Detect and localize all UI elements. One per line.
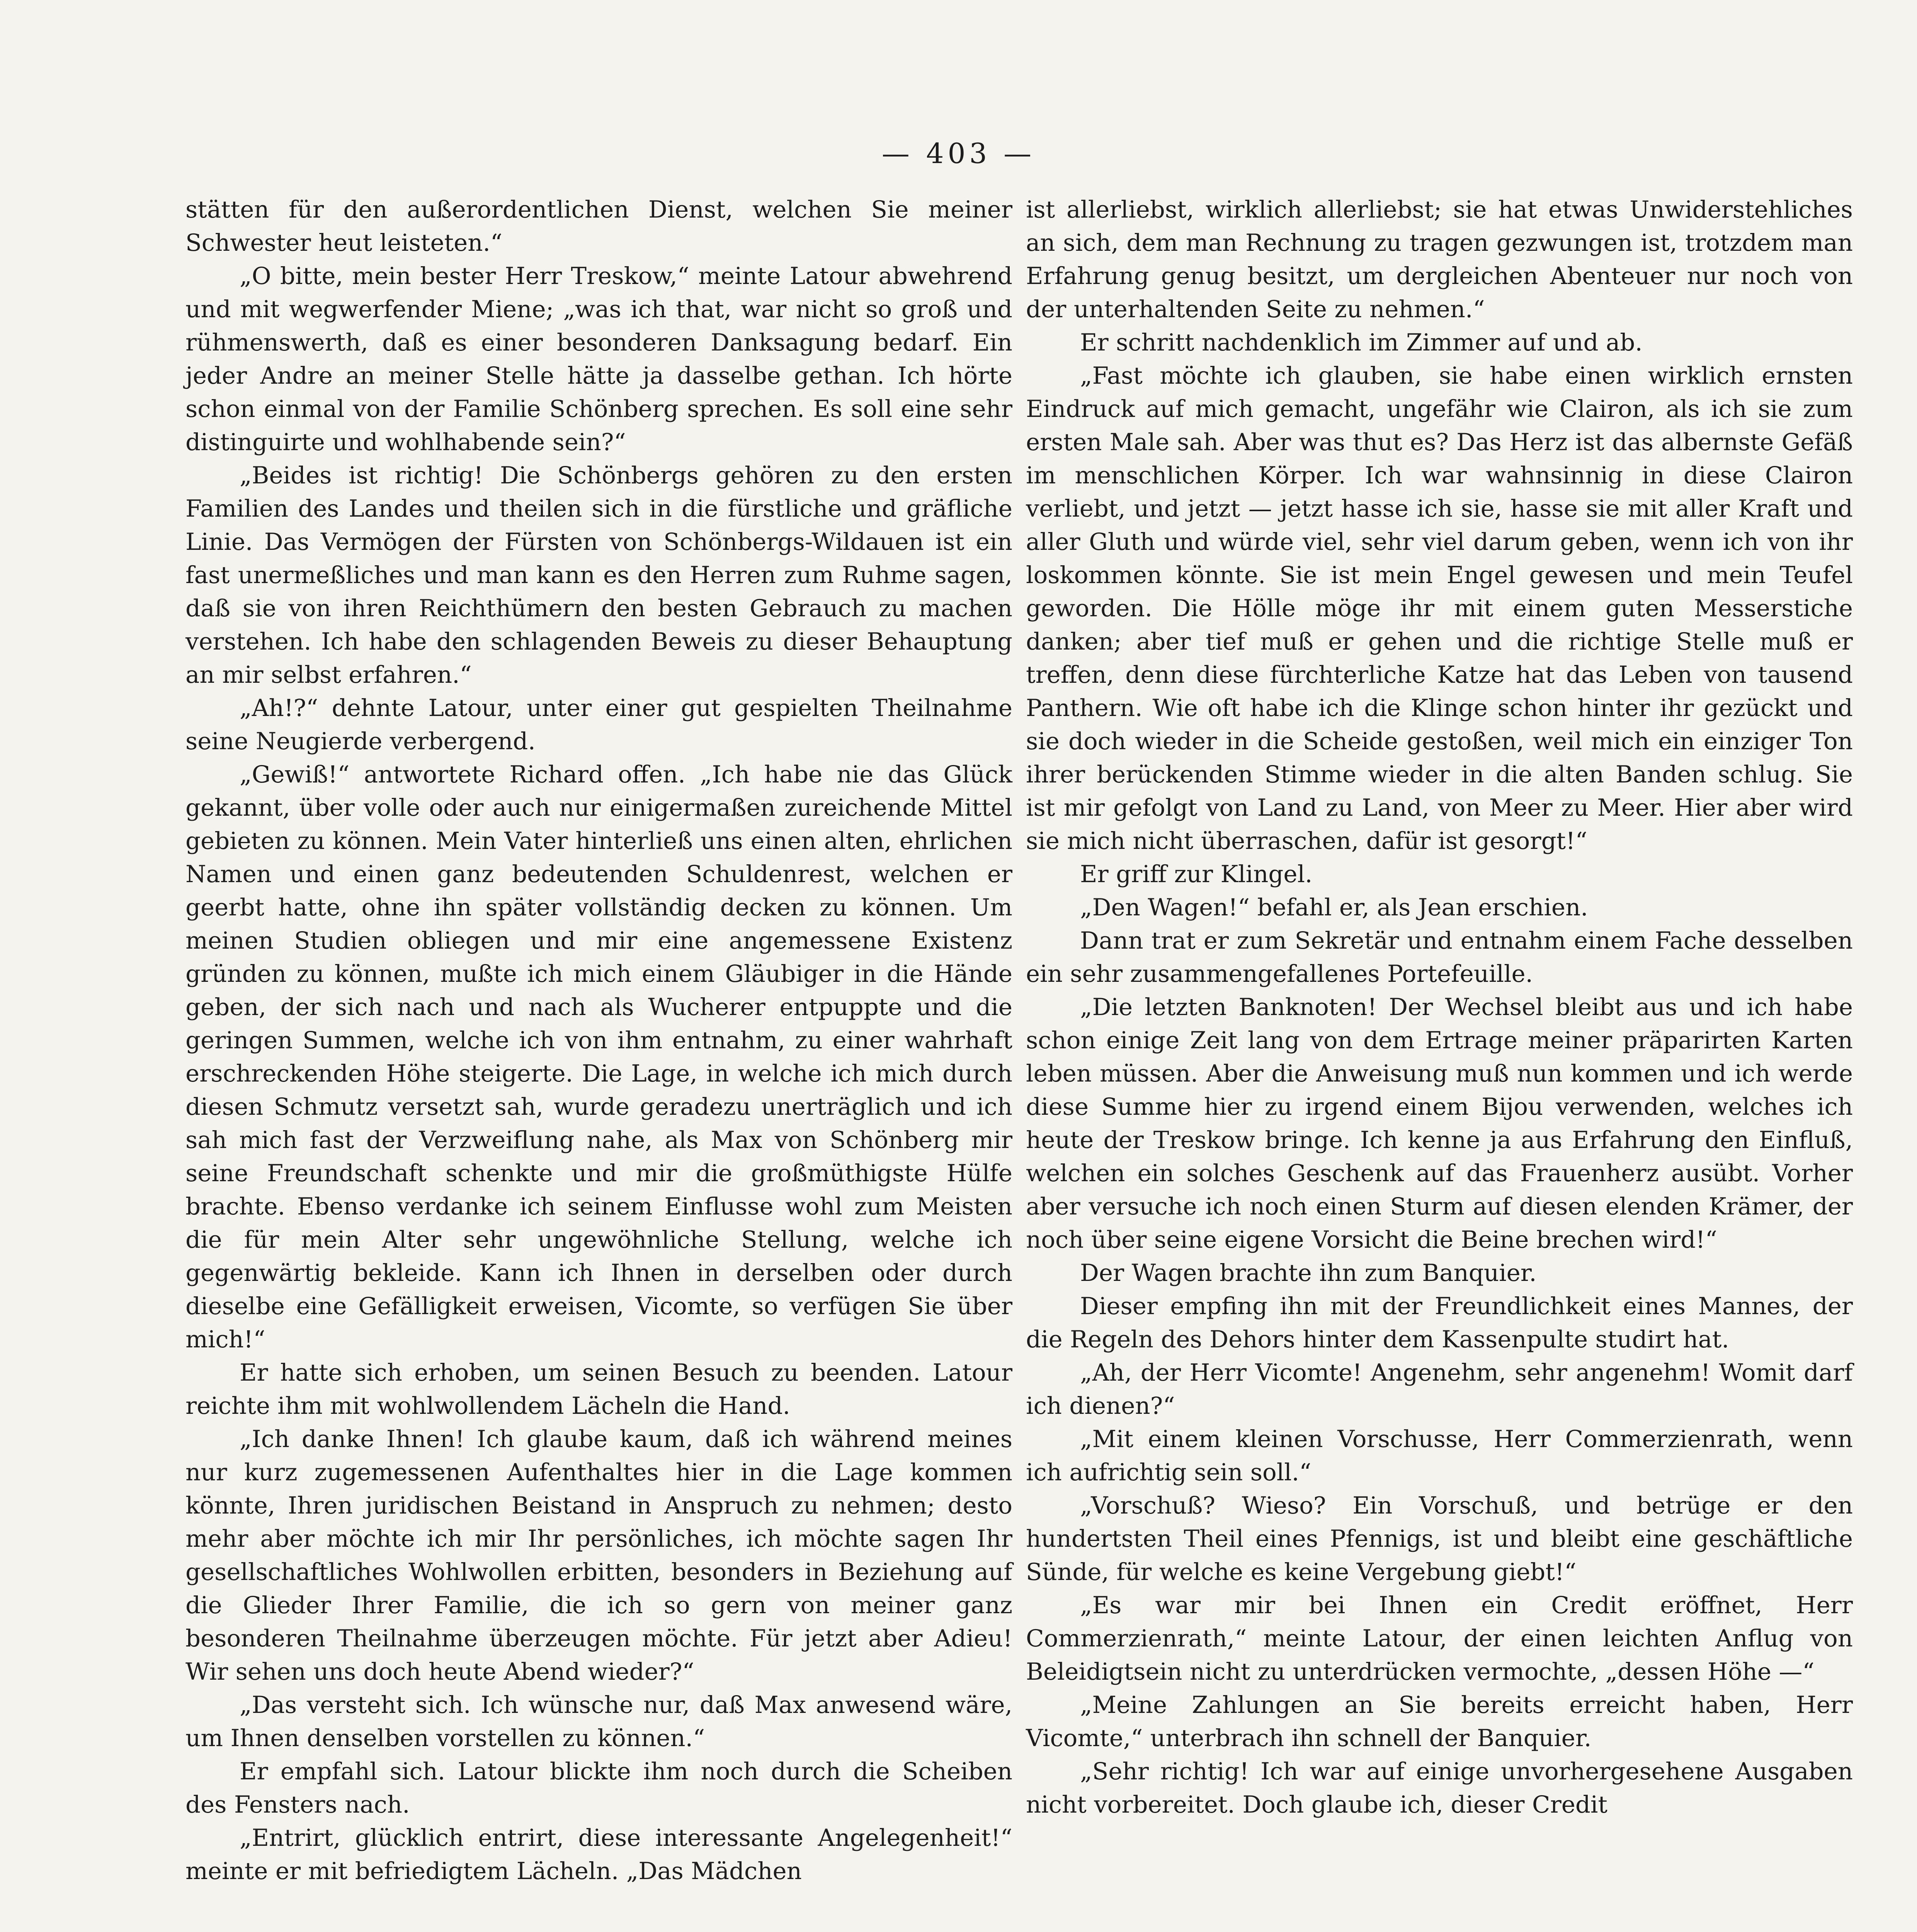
paragraph: „Beides ist richtig! Die Schönbergs gehören zu den ersten Familien des Landes und theilen sich in die fürstliche und gräfliche Linie. Das Vermögen der Fürsten von Schönbergs-Wildauen ist ein fast unermeßliches und man kann es den Herren zum Ruhme sagen, daß sie von ihren Reichthümern den besten Gebrauch zu machen verstehen. Ich habe den schlagenden Beweis zu dieser Behauptung an mir selbst erfahren.“ (185, 462, 1012, 689)
paragraph: „Gewiß!“ antwortete Richard offen. „Ich habe nie das Glück gekannt, über volle oder auch nur einigermaßen zureichende Mittel gebieten zu können. Mein Vater hinterließ uns einen alten, ehrlichen Namen und einen ganz bedeutenden Schuldenrest, welchen er geerbt hatte, ohne ihn später vollständig decken zu können. Um meinen Studien obliegen und mir eine angemessene Existenz gründen zu können, mußte ich mich einem Gläubiger in die Hände geben, der sich nach und nach als Wucherer entpuppte und die geringen Summen, welche ich von ihm entnahm, zu einer wahrhaft erschreckenden Höhe steigerte. Die Lage, in welche ich mich durch diesen Schmutz versetzt sah, wurde geradezu unerträglich und ich sah mich fast der Verzweiflung nahe, als Max von Schönberg mir seine Freundschaft schenkte und mir die großmüthigste Hülfe brachte. Ebenso verdanke ich seinem Einflusse wohl zum Meisten die für mein Alter sehr ungewöhnliche Stellung, welche ich gegenwärtig bekleide. Kann ich Ihnen in derselben oder durch dieselbe eine Gefälligkeit erweisen, Vicomte, so verfügen Sie über mich!“ (185, 761, 1012, 1353)
paragraph: „Ah, der Herr Vicomte! Angenehm, sehr angenehm! Womit darf ich dienen?“ (1026, 1359, 1853, 1420)
paragraph: Er griff zur Klingel. (1080, 861, 1313, 888)
paragraph: Er hatte sich erhoben, um seinen Besuch zu beenden. Latour reichte ihm mit wohlwollendem Lächeln die Hand. (185, 1359, 1012, 1420)
paragraph: „Ich danke Ihnen! Ich glaube kaum, daß ich während meines nur kurz zugemessenen Aufenthaltes hier in die Lage kommen könnte, Ihren juridischen Beistand in Anspruch zu nehmen; desto mehr aber möchte ich mir Ihr persönliches, ich möchte sagen Ihr gesellschaftliches Wohlwollen erbitten, besonders in Beziehung auf die Glieder Ihrer Familie, die ich so gern von meiner ganz besonderen Theilnahme überzeugen möchte. Für jetzt aber Adieu! Wir sehen uns doch heute Abend wieder?“ (185, 1425, 1012, 1685)
paragraph: Dann trat er zum Sekretär und entnahm einem Fache desselben ein sehr zusammengefallenes Portefeuille. (1026, 927, 1853, 988)
paragraph: ist allerliebst, wirklich allerliebst; sie hat etwas Unwiderstehliches an sich, dem man Rechnung zu tragen gezwungen ist, trotzdem man Erfahrung genug besitzt, um dergleichen Abenteuer nur noch von der unterhaltenden Seite zu nehmen.“ (1026, 196, 1853, 323)
paragraph: stätten für den außerordentlichen Dienst, welchen Sie meiner Schwester heut leisteten.“ (185, 196, 1012, 257)
paragraph: Er schritt nachdenklich im Zimmer auf und ab. (1080, 329, 1643, 356)
paragraph: Der Wagen brachte ihn zum Banquier. (1080, 1259, 1537, 1287)
paragraph: „Ah!?“ dehnte Latour, unter einer gut gespielten Theilnahme seine Neugierde verbergend. (185, 694, 1012, 755)
page-number: — 403 — (881, 137, 1036, 170)
paragraph: „Den Wagen!“ befahl er, als Jean erschien. (1080, 894, 1588, 921)
left-column (185, 193, 1012, 1888)
paragraph: „Meine Zahlungen an Sie bereits erreicht haben, Herr Vicomte,“ unterbrach ihn schnell der Banquier. (1026, 1691, 1853, 1752)
paragraph: Er empfahl sich. Latour blickte ihm noch durch die Scheiben des Fensters nach. (185, 1758, 1012, 1818)
paragraph: „O bitte, mein bester Herr Treskow,“ meinte Latour abwehrend und mit wegwerfender Miene; „was ich that, war nicht so groß und rühmenswerth, daß es einer besonderen Danksagung bedarf. Ein jeder Andre an meiner Stelle hätte ja dasselbe gethan. Ich hörte schon einmal von der Familie Schönberg sprechen. Es soll eine sehr distinguirte und wohlhabende sein?“ (185, 262, 1012, 456)
paragraph: „Fast möchte ich glauben, sie habe einen wirklich ernsten Eindruck auf mich gemacht, ungefähr wie Clairon, als ich sie zum ersten Male sah. Aber was thut es? Das Herz ist das albernste Gefäß im menschlichen Körper. Ich war wahnsinnig in diese Clairon verliebt, und jetzt — jetzt hasse ich sie, hasse sie mit aller Kraft und aller Gluth und würde viel, sehr viel darum geben, wenn ich von ihr loskommen könnte. Sie ist mein Engel gewesen und mein Teufel geworden. Die Hölle möge ihr mit einem guten Messerstiche danken; aber tief muß er gehen und die richtige Stelle muß er treffen, denn diese fürchterliche Katze hat das Leben von tausend Panthern. Wie oft habe ich die Klinge schon hinter ihr gezückt und sie doch wieder in die Scheide gestoßen, weil mich ein einziger Ton ihrer berückenden Stimme wieder in die alten Banden schlug. Sie ist mir gefolgt von Land zu Land, von Meer zu Meer. Hier aber wird sie mich nicht überraschen, dafür ist gesorgt!“ (1026, 362, 1853, 855)
paragraph: „Entrirt, glücklich entrirt, diese interessante Angelegenheit!“ meinte er mit befriedigtem Lächeln. „Das Mädchen (185, 1824, 1012, 1885)
paragraph: „Sehr richtig! Ich war auf einige unvorhergesehene Ausgaben nicht vorbereitet. Doch glaube ich, dieser Credit (1026, 1758, 1853, 1818)
right-column (1026, 193, 1853, 1821)
paragraph: Dieser empfing ihn mit der Freundlichkeit eines Mannes, der die Regeln des Dehors hinter dem Kassenpulte studirt hat. (1026, 1293, 1853, 1353)
paragraph: „Es war mir bei Ihnen ein Credit eröffnet, Herr Commerzienrath,“ meinte Latour, der einen leichten Anflug von Beleidigtsein nicht zu unterdrücken vermochte, „dessen Höhe —“ (1026, 1592, 1853, 1685)
paragraph: „Das versteht sich. Ich wünsche nur, daß Max anwesend wäre, um Ihnen denselben vorstellen zu können.“ (185, 1691, 1012, 1752)
paragraph: „Vorschuß? Wieso? Ein Vorschuß, und betrüge er den hundertsten Theil eines Pfennigs, ist und bleibt eine geschäftliche Sünde, für welche es keine Vergebung giebt!“ (1026, 1492, 1853, 1586)
paragraph: „Die letzten Banknoten! Der Wechsel bleibt aus und ich habe schon einige Zeit lang von dem Ertrage meiner präparirten Karten leben müssen. Aber die Anweisung muß nun kommen und ich werde diese Summe hier zu irgend einem Bijou verwenden, welches ich heute der Treskow bringe. Ich kenne ja aus Erfahrung den Einfluß, welchen ein solches Geschenk auf das Frauenherz ausübt. Vorher aber versuche ich noch einen Sturm auf diesen elenden Krämer, der noch über seine eigene Vorsicht die Beine brechen wird!“ (1026, 993, 1853, 1253)
paragraph: „Mit einem kleinen Vorschusse, Herr Commerzienrath, wenn ich aufrichtig sein soll.“ (1026, 1425, 1853, 1486)
